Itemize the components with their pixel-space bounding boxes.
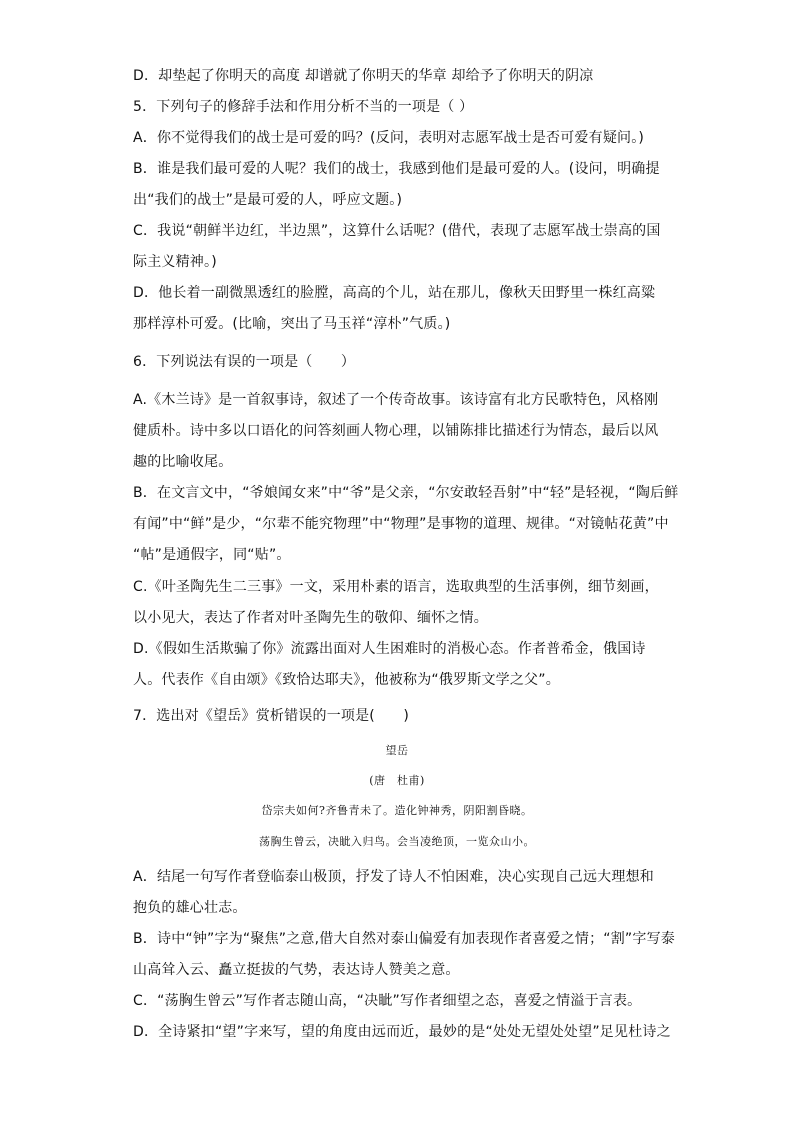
q7-stem: 7．选出对《望岳》赏析错误的一项是( ) xyxy=(133,708,410,724)
q6-option-a-line3: 趣的比喻收尾。 xyxy=(133,454,233,470)
q5-option-d-line2: 那样淳朴可爱。(比喻，突出了马玉祥“淳朴”气质。) xyxy=(133,316,451,332)
q5-stem: 5．下列句子的修辞手法和作用分析不当的一项是（ ） xyxy=(133,99,474,115)
poem-author: (唐 杜甫) xyxy=(369,774,425,787)
q6-option-c-line2: 以小见大，表达了作者对叶圣陶先生的敬仰、缅怀之情。 xyxy=(133,610,488,626)
q5-option-d-line1: D．他长着一副微黑透红的脸膛，高高的个儿，站在那儿，像秋天田野里一株红高粱 xyxy=(133,285,656,301)
q5-option-b-line1: B．谁是我们最可爱的人呢？我们的战士，我感到他们是最可爱的人。(设问，明确提 xyxy=(133,161,660,177)
q5-option-b-line2: 出“我们的战士”是最可爱的人，呼应文题。) xyxy=(133,192,403,208)
q6-option-c-line1: C.《叶圣陶先生二三事》一文，采用朴素的语言，选取典型的生活事例，细节刻画， xyxy=(133,579,659,595)
q5-option-c-line1: C．我说“朝鲜半边红，半边黑”，这算什么话呢？(借代，表现了志愿军战士崇高的国 xyxy=(133,223,661,239)
q7-option-a-line1: A．结尾一句写作者登临泰山极顶，抒发了诗人不怕困难，决心实现自己远大理想和 xyxy=(133,869,654,885)
q7-option-d-line1: D．全诗紧扣“望”字来写，望的角度由远而近，最妙的是“处处无望处处望”足见杜诗之 xyxy=(133,1024,671,1040)
q7-option-b-line1: B．诗中“钟”字为“聚焦”之意,借大自然对泰山偏爱有加表现作者喜爱之情；“割”字写泰 xyxy=(133,931,675,947)
poem-line-2: 荡胸生曾云，决眦入归鸟。会当凌绝顶，一览众山小。 xyxy=(259,835,535,848)
poem-title: 望岳 xyxy=(385,744,409,757)
q6-option-d-line2: 人。代表作《自由颂》《致恰达耶夫》，他被称为“俄罗斯文学之父”。 xyxy=(133,672,560,688)
q5-option-a: A．你不觉得我们的战士是可爱的吗？(反问，表明对志愿军战士是否可爱有疑问。) xyxy=(133,130,645,146)
q4-option-d: D．却垫起了你明天的高度 却谱就了你明天的华章 却给予了你明天的阴凉 xyxy=(133,68,594,84)
q7-option-a-line2: 抱负的雄心壮志。 xyxy=(133,900,247,916)
poem-line-1: 岱宗夫如何?齐鲁青未了。造化钟神秀，阴阳割昏晓。 xyxy=(261,804,533,817)
q6-option-b-line1: B．在文言文中，“爷娘闻女来”中“爷”是父亲，“尔安敢轻吾射”中“轻”是轻视，“陶后鲜 xyxy=(133,485,679,501)
q6-option-a-line2: 健质朴。诗中多以口语化的问答刻画人物心理，以铺陈排比描述行为情态，最后以风 xyxy=(133,423,659,439)
q6-option-d-line1: D.《假如生活欺骗了你》流露出面对人生困难时的消极心态。作者普希金，俄国诗 xyxy=(133,641,646,657)
q6-option-b-line2: 有闻”中“鲜”是少，“尔辈不能究物理”中“物理”是事物的道理、规律。“对镜帖花黄”中 xyxy=(133,516,669,532)
q6-option-a-line1: A.《木兰诗》是一首叙事诗，叙述了一个传奇故事。该诗富有北方民歌特色，风格刚 xyxy=(133,392,659,408)
q7-option-c: C．“荡胸生曾云”写作者志随山高，“决眦”写作者细望之态，喜爱之情溢于言表。 xyxy=(133,993,642,1009)
q6-option-b-line3: “帖”是通假字，同“贴”。 xyxy=(133,547,291,563)
q7-option-b-line2: 山高耸入云、矗立挺拔的气势，表达诗人赞美之意。 xyxy=(133,962,460,978)
q5-option-c-line2: 际主义精神。) xyxy=(133,254,217,270)
q6-stem: 6．下列说法有误的一项是（ ） xyxy=(133,354,356,370)
